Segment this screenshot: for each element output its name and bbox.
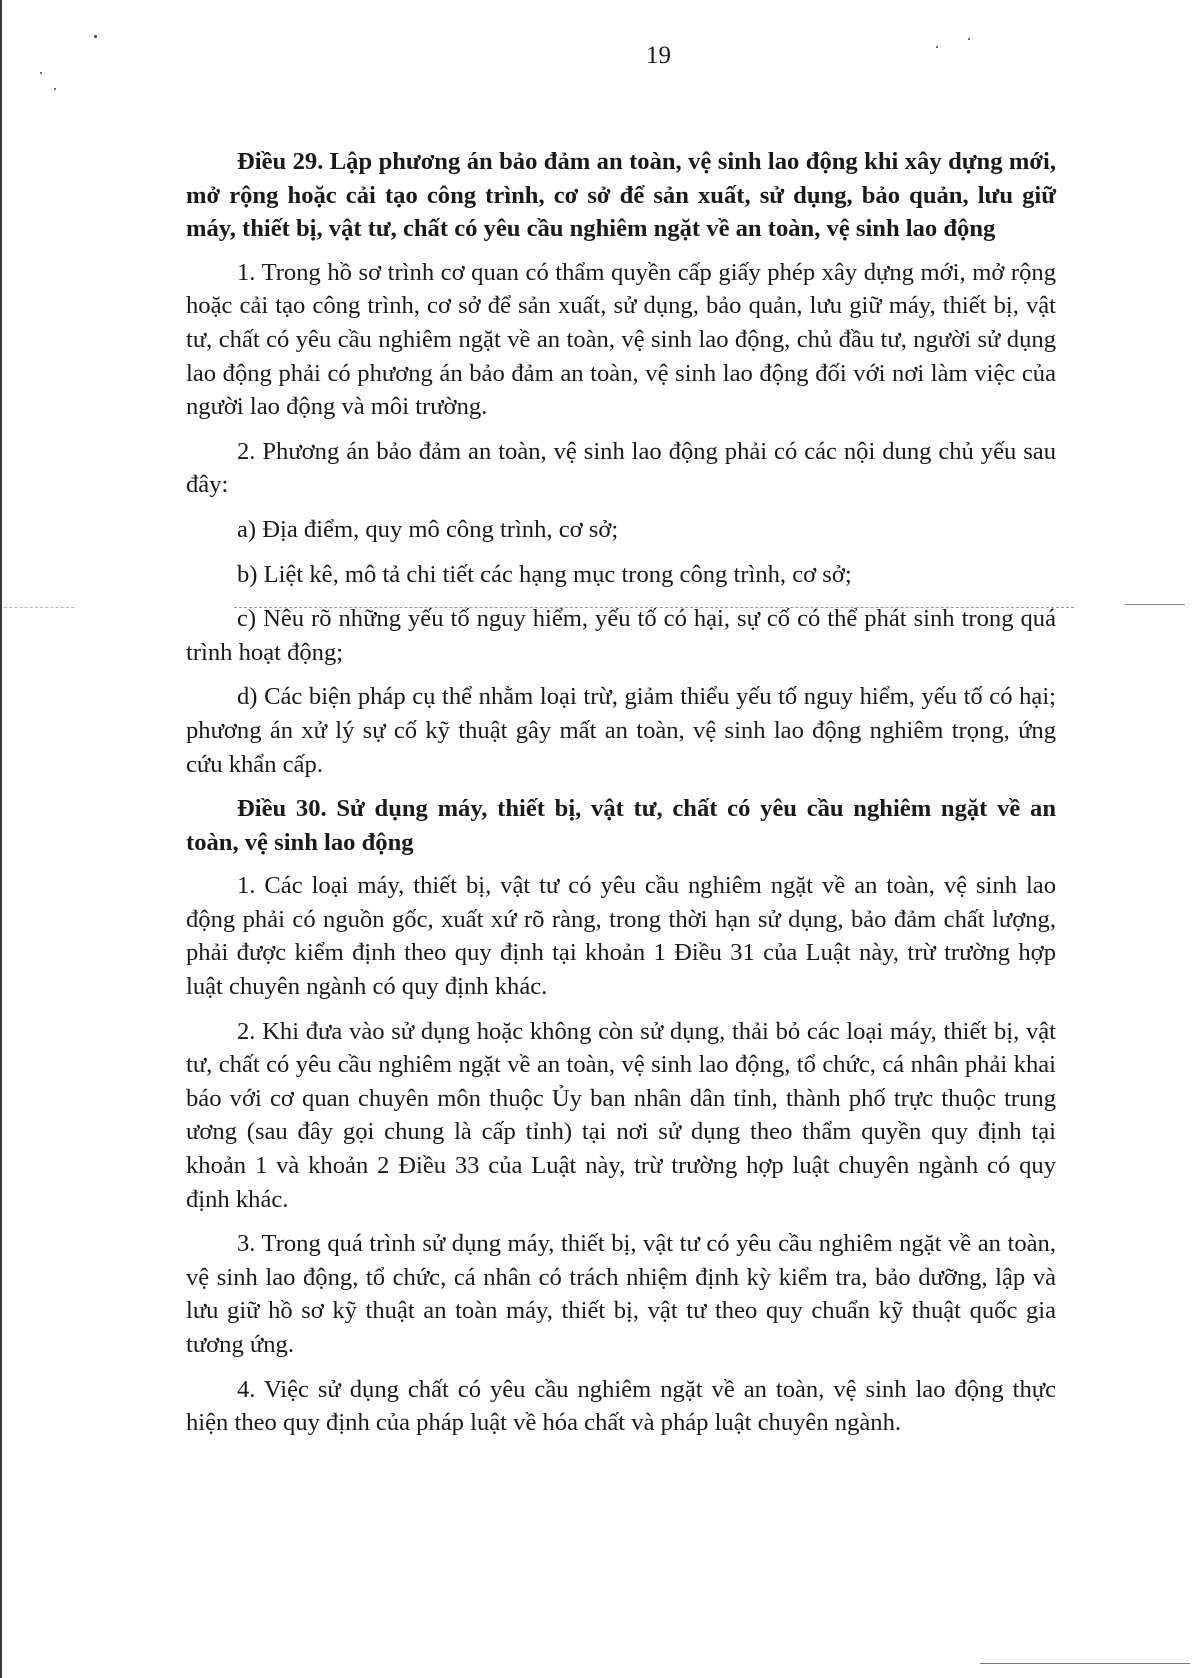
article-29 [186, 145, 1056, 781]
article-30 [186, 792, 1056, 1440]
article-30-clause-2: 2. Khi đưa vào sử dụng hoặc không còn sử dụng, thải bỏ các loại máy, thiết bị, vật tư, chất có yêu cầu nghiêm ngặt về an toàn, vệ sinh lao động, tổ chức, cá nhân phải khai báo với cơ quan chuyên môn thuộc Ủy ban nhân dân tỉnh, thành phố trực thuộc trung ương (sau đây gọi chung là cấp tỉnh) tại nơi sử dụng theo thẩm quyền quy định tại khoản 1 và khoản 2 Điều 33 của Luật này, trừ trường hợp luật chuyên ngành có quy định khác. [186, 1017, 1056, 1213]
document-body [186, 145, 1056, 1451]
article-29-heading: Điều 29. Lập phương án bảo đảm an toàn, vệ sinh lao động khi xây dựng mới, mở rộng hoặc cải tạo công trình, cơ sở để sản xuất, sử dụng, bảo quản, lưu giữ máy, thiết bị, vật tư, chất có yêu cầu nghiêm ngặt về an toàn, vệ sinh lao động [186, 148, 1056, 243]
article-29-point-c: c) Nêu rõ những yếu tố nguy hiểm, yếu tố có hại, sự cố có thể phát sinh trong quá trình hoạt động; [186, 605, 1056, 666]
scan-line-left [4, 607, 74, 608]
scan-line-bottom [980, 1663, 1190, 1664]
scan-line-right [1125, 604, 1185, 605]
article-29-clause-1: 1. Trong hồ sơ trình cơ quan có thẩm quyền cấp giấy phép xây dựng mới, mở rộng hoặc cải tạo công trình, cơ sở để sản xuất, sử dụng, bảo quản, lưu giữ máy, thiết bị, vật tư, chất có yêu cầu nghiêm ngặt về an toàn, vệ sinh lao động, chủ đầu tư, người sử dụng lao động phải có phương án bảo đảm an toàn, vệ sinh lao động đối với nơi làm việc của người lao động và môi trường. [186, 258, 1056, 421]
scan-speck [40, 72, 42, 74]
scan-speck [968, 38, 970, 40]
scan-speck [54, 88, 56, 90]
article-30-clause-1: 1. Các loại máy, thiết bị, vật tư có yêu cầu nghiêm ngặt về an toàn, vệ sinh lao động phải có nguồn gốc, xuất xứ rõ ràng, trong thời hạn sử dụng, bảo đảm chất lượng, phải được kiểm định theo quy định tại khoản 1 Điều 31 của Luật này, trừ trường hợp luật chuyên ngành có quy định khác. [186, 872, 1056, 1001]
page-number: 19 [646, 42, 671, 69]
article-29-point-a: a) Địa điểm, quy mô công trình, cơ sở; [237, 515, 619, 543]
scan-speck [94, 35, 97, 38]
article-29-point-d: d) Các biện pháp cụ thể nhằm loại trừ, giảm thiểu yếu tố nguy hiểm, yếu tố có hại; phương án xử lý sự cố kỹ thuật gây mất an toàn, vệ sinh lao động nghiêm trọng, ứng cứu khẩn cấp. [186, 683, 1056, 778]
article-30-clause-4: 4. Việc sử dụng chất có yêu cầu nghiêm ngặt về an toàn, vệ sinh lao động thực hiện theo quy định của pháp luật về hóa chất và pháp luật chuyên ngành. [186, 1375, 1056, 1437]
article-30-clause-3: 3. Trong quá trình sử dụng máy, thiết bị, vật tư có yêu cầu nghiêm ngặt về an toàn, vệ sinh lao động, tổ chức, cá nhân có trách nhiệm định kỳ kiểm tra, bảo dưỡng, lập và lưu giữ hồ sơ kỹ thuật an toàn máy, thiết bị, vật tư theo quy chuẩn kỹ thuật quốc gia tương ứng. [186, 1230, 1056, 1358]
article-29-point-b: b) Liệt kê, mô tả chi tiết các hạng mục trong công trình, cơ sở; [237, 560, 852, 588]
article-29-clause-2: 2. Phương án bảo đảm an toàn, vệ sinh lao động phải có các nội dung chủ yếu sau đây: [186, 437, 1056, 499]
article-30-heading: Điều 30. Sử dụng máy, thiết bị, vật tư, chất có yêu cầu nghiêm ngặt về an toàn, vệ sinh lao động [186, 795, 1056, 856]
